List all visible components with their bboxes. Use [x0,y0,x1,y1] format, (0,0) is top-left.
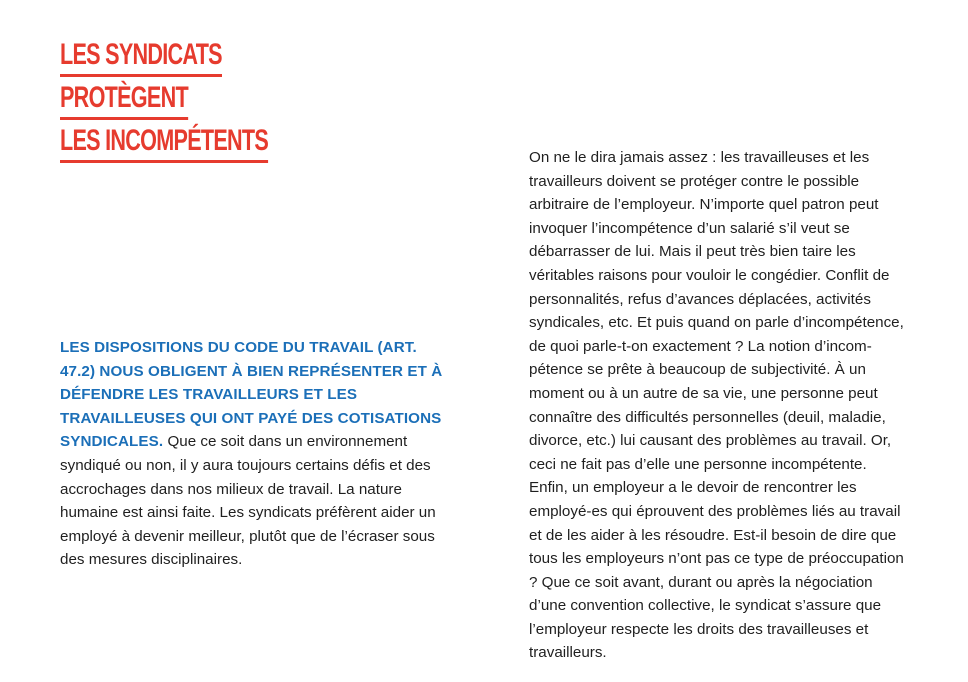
title-line-2: PROTÈGENT [60,81,188,120]
right-body-text: On ne le dira jamais assez : les travailleuses et les travailleurs doivent se protéger contre le possible arbitraire de l’employeur. N’importe quel patron peut invoquer l’incompétence d’un salarié s’il veut se débarrasser de lui. Mais il peut très bien taire les véritables raisons pour vouloir le congédier. Conflit de personnalités, refus d’avances déplacées, activités syndicales, etc. Et puis quand on parle d’incompétence, de quoi parle-t-on exactement ? La notion d’incompétence se prête à beaucoup de subjectivité. À un moment ou à un autre de sa vie, une personne peut connaître des difficultés personnelles (deuil, maladie, divorce, etc.) lui causant des problèmes au travail. Or, ceci ne fait pas d’elle une personne incompétente. Enfin, un employeur a le devoir de rencontrer les employé-es qui éprouvent des problèmes liés au travail et de les aider à les résoudre. Est-il besoin de dire que tous les employeurs n’ont pas ce type de préoccupation ? Que ce soit avant, durant ou après la négociation d’une convention collective, le syndicat s’assure que l’employeur respecte les droits des travailleuses et travailleurs. [529,149,904,662]
title-line-1: LES SYNDICATS [60,38,222,77]
right-column [529,146,909,665]
lead-text: LES DISPOSITIONS DU CODE DU TRAVAIL (ART. 47.2) NOUS OBLIGENT À BIEN REPRÉSENTER ET À DÉFENDRE LES TRAVAILLEURS ET LES TRAVAILLEUSES QUI ONT PAYÉ DES COTISATIONS SYNDICALES. [60,339,443,451]
title-line-3: LES INCOMPÉTENTS [60,124,268,163]
left-paragraph [60,336,448,572]
left-column [60,336,448,572]
left-body-text: Que ce soit dans un environnement syndiqué ou non, il y aura toujours certains défis et des accrochages dans nos milieux de travail. La nature humaine est ainsi faite. Les syndicats préfèrent aider un employé à devenir meilleur, plutôt que de l’écraser sous des mesures disciplinaires. [60,433,436,569]
page-title [60,38,349,167]
